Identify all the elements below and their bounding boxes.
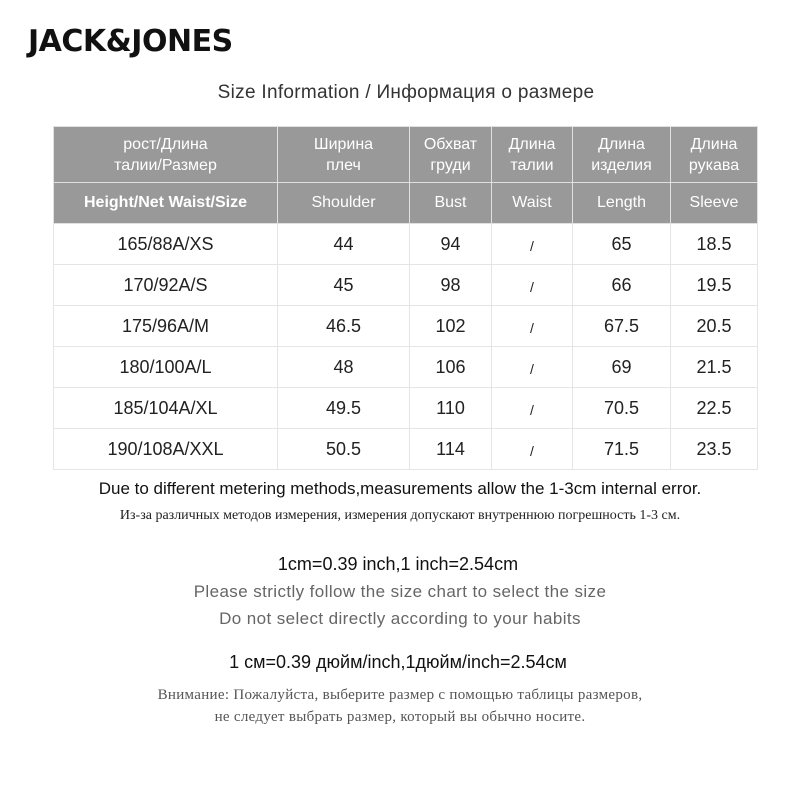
header-ru-size-line1: рост/Длина (123, 135, 208, 153)
page-title: Size Information / Информация о размере (217, 82, 595, 103)
table-row (54, 265, 758, 306)
conversion-en: 1cm=0.39 inch,1 inch=2.54cm (277, 554, 519, 574)
brand-logo: JACK&JONES (28, 24, 233, 59)
cell-bust: 102 (410, 306, 492, 347)
header-en-sleeve: Sleeve (671, 183, 758, 224)
cell-sleeve: 19.5 (671, 265, 758, 306)
table-row (54, 224, 758, 265)
cell-waist: / (492, 347, 573, 388)
cell-bust: 106 (410, 347, 492, 388)
cell-length: 65 (573, 224, 671, 265)
cell-sleeve: 21.5 (671, 347, 758, 388)
cell-size: 175/96A/M (54, 306, 278, 347)
header-ru-size (54, 127, 278, 183)
cell-waist: / (492, 429, 573, 470)
header-ru-bust-line1: Обхват (423, 135, 478, 153)
advice-ru-line-1: Внимание: Пожалуйста, выберите размер с помощью таблицы размеров, (157, 687, 643, 703)
cell-length: 71.5 (573, 429, 671, 470)
header-ru-sleeve-line2: рукава (688, 156, 740, 174)
cell-bust: 98 (410, 265, 492, 306)
cell-size: 185/104A/XL (54, 388, 278, 429)
advice-ru-line-2: не следует выбрать размер, который вы обычно носите. (214, 709, 586, 725)
advice-line-1: Please strictly follow the size chart to select the size (193, 582, 607, 601)
cell-size: 190/108A/XXL (54, 429, 278, 470)
header-ru-shoulder (278, 127, 410, 183)
cell-waist: / (492, 306, 573, 347)
error-note-en: Due to different metering methods,measurements allow the 1-3cm internal error. (98, 479, 702, 498)
cell-length: 66 (573, 265, 671, 306)
cell-bust: 94 (410, 224, 492, 265)
header-row-ru (54, 127, 758, 183)
cell-size: 170/92A/S (54, 265, 278, 306)
cell-sleeve: 22.5 (671, 388, 758, 429)
cell-shoulder: 49.5 (278, 388, 410, 429)
table-row (54, 429, 758, 470)
cell-sleeve: 23.5 (671, 429, 758, 470)
header-en-length: Length (573, 183, 671, 224)
cell-shoulder: 48 (278, 347, 410, 388)
header-ru-length (573, 127, 671, 183)
header-ru-size-line2: талии/Размер (114, 156, 217, 174)
header-ru-waist (492, 127, 573, 183)
header-ru-sleeve-line1: Длина (690, 135, 738, 153)
header-ru-shoulder-line2: плеч (326, 156, 361, 174)
cell-shoulder: 44 (278, 224, 410, 265)
conversion-ru: 1 см=0.39 дюйм/inch,1дюйм/inch=2.54см (229, 652, 567, 672)
table-row (54, 306, 758, 347)
cell-waist: / (492, 388, 573, 429)
cell-length: 67.5 (573, 306, 671, 347)
cell-length: 70.5 (573, 388, 671, 429)
table-row (54, 347, 758, 388)
cell-shoulder: 46.5 (278, 306, 410, 347)
header-en-shoulder: Shoulder (278, 183, 410, 224)
size-table (53, 126, 758, 470)
cell-size: 165/88A/XS (54, 224, 278, 265)
cell-length: 69 (573, 347, 671, 388)
cell-bust: 114 (410, 429, 492, 470)
header-row-en (54, 183, 758, 224)
header-ru-shoulder-line1: Ширина (313, 135, 374, 153)
cell-shoulder: 45 (278, 265, 410, 306)
cell-waist: / (492, 265, 573, 306)
header-ru-waist-line2: талии (510, 156, 554, 174)
table-row (54, 388, 758, 429)
cell-shoulder: 50.5 (278, 429, 410, 470)
header-ru-length-line1: Длина (598, 135, 645, 153)
cell-sleeve: 20.5 (671, 306, 758, 347)
header-en-waist: Waist (492, 183, 573, 224)
header-ru-waist-line1: Длина (508, 135, 556, 153)
header-ru-sleeve (671, 127, 758, 183)
header-ru-bust (410, 127, 492, 183)
cell-sleeve: 18.5 (671, 224, 758, 265)
header-ru-length-line2: изделия (591, 156, 652, 174)
advice-line-2: Do not select directly according to your habits (219, 609, 581, 628)
cell-size: 180/100A/L (54, 347, 278, 388)
cell-bust: 110 (410, 388, 492, 429)
error-note-ru: Из-за различных методов измерения, измерения допускают внутреннюю погрешность 1-3 см. (119, 508, 681, 523)
header-en-size: Height/Net Waist/Size (54, 183, 278, 224)
header-ru-bust-line2: груди (430, 156, 471, 174)
advice-ru (0, 684, 800, 728)
cell-waist: / (492, 224, 573, 265)
header-en-bust: Bust (410, 183, 492, 224)
